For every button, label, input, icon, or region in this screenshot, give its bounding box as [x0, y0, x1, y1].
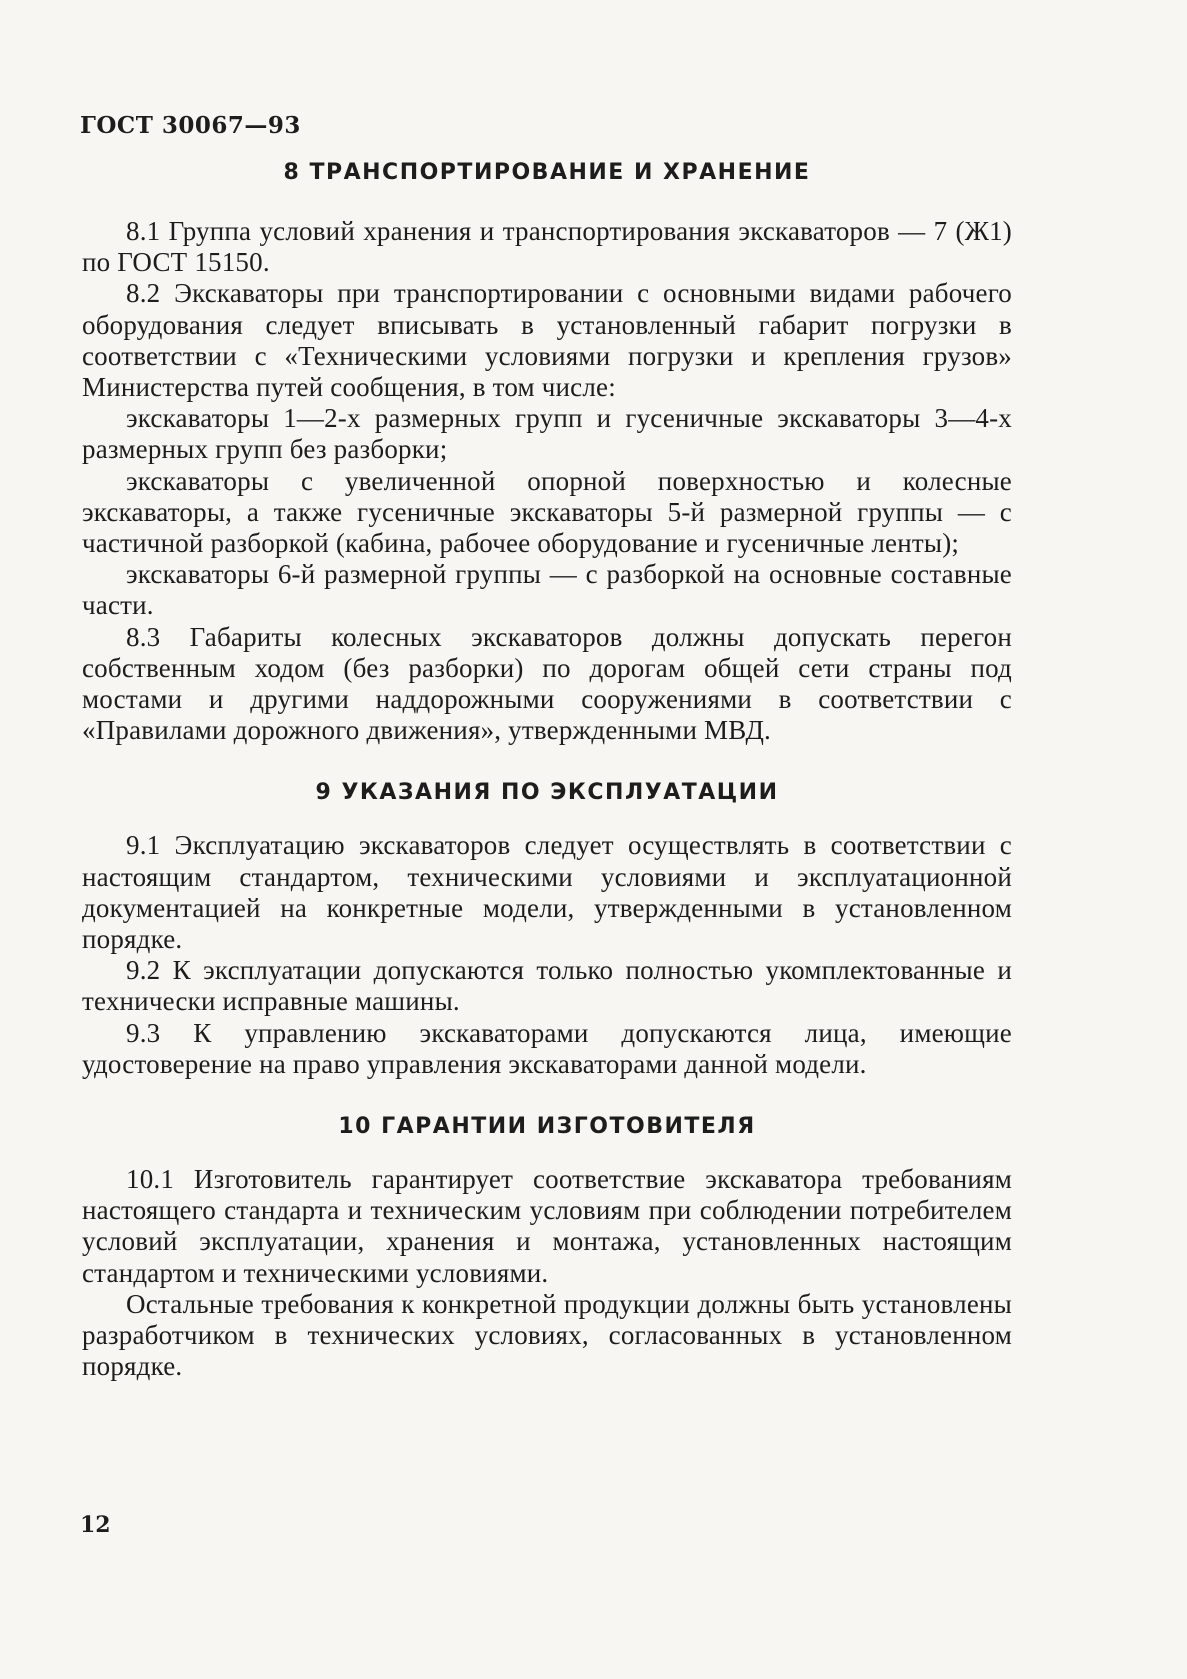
section-9-title: 9 УКАЗАНИЯ ПО ЭКСПЛУАТАЦИИ [315, 780, 779, 806]
paragraph-10-1: 10.1 Изготовитель гарантирует соответствие экскаватора требованиям настоящего стандарта и техническим условиям при соблюдении потребителем условий эксплуатации, хранения и монтажа, установленных настоящим стандартом и техническими условиями. [82, 1164, 1012, 1288]
page-number: 12 [80, 1512, 111, 1538]
document-id: ГОСТ 30067—93 [80, 112, 301, 139]
paragraph-8-2-list-item-3: экскаваторы 6-й размерной группы — с разборкой на основные составные части. [82, 559, 1012, 621]
paragraph-8-3: 8.3 Габариты колесных экскаваторов должны допускать перегон собственным ходом (без разборки) по дорогам общей сети страны под мостами и другими наддорожными сооружениями в соответствии с «Правилами дорожного движения», утвержденными МВД. [82, 621, 1012, 746]
section-10-title: 10 ГАРАНТИИ ИЗГОТОВИТЕЛЯ [338, 1114, 756, 1140]
paragraph-8-2-list-item-2: экскаваторы с увеличенной опорной поверхностью и колесные экскаваторы, а также гусеничные экскаваторы 5-й размерной группы — с частичной разборкой (кабина, рабочее оборудование и гусеничные ленты); [82, 465, 1012, 559]
paragraph-9-2: 9.2 К эксплуатации допускаются только полностью укомплектованные и технически исправные машины. [82, 955, 1012, 1017]
paragraph-9-3: 9.3 К управлению экскаваторами допускаются лица, имеющие удостоверение на право управления экскаваторами данной модели. [82, 1017, 1012, 1079]
paragraph-8-2-list-item-1: экскаваторы 1—2-х размерных групп и гусеничные экскаваторы 3—4-х размерных групп без разборки; [82, 403, 1012, 465]
paragraph-9-1: 9.1 Эксплуатацию экскаваторов следует осуществлять в соответствии с настоящим стандартом, техническими условиями и эксплуатационной документацией на конкретные модели, утвержденными в установленном порядке. [82, 830, 1012, 955]
paragraph-8-1: 8.1 Группа условий хранения и транспортирования экскаваторов — 7 (Ж1) по ГОСТ 15150. [82, 216, 1012, 278]
paragraph-10-2: Остальные требования к конкретной продукции должны быть установлены разработчиком в технических условиях, согласованных в установленном порядке. [82, 1288, 1012, 1382]
section-8-title: 8 ТРАНСПОРТИРОВАНИЕ И ХРАНЕНИЕ [283, 160, 811, 185]
page-body [82, 158, 1012, 1383]
paragraph-8-2: 8.2 Экскаваторы при транспортировании с основными видами рабочего оборудования следует вписывать в установленный габарит погрузки в соответствии с «Техническими условиями погрузки и крепления грузов» Министерства путей сообщения, в том числе: [82, 278, 1012, 403]
